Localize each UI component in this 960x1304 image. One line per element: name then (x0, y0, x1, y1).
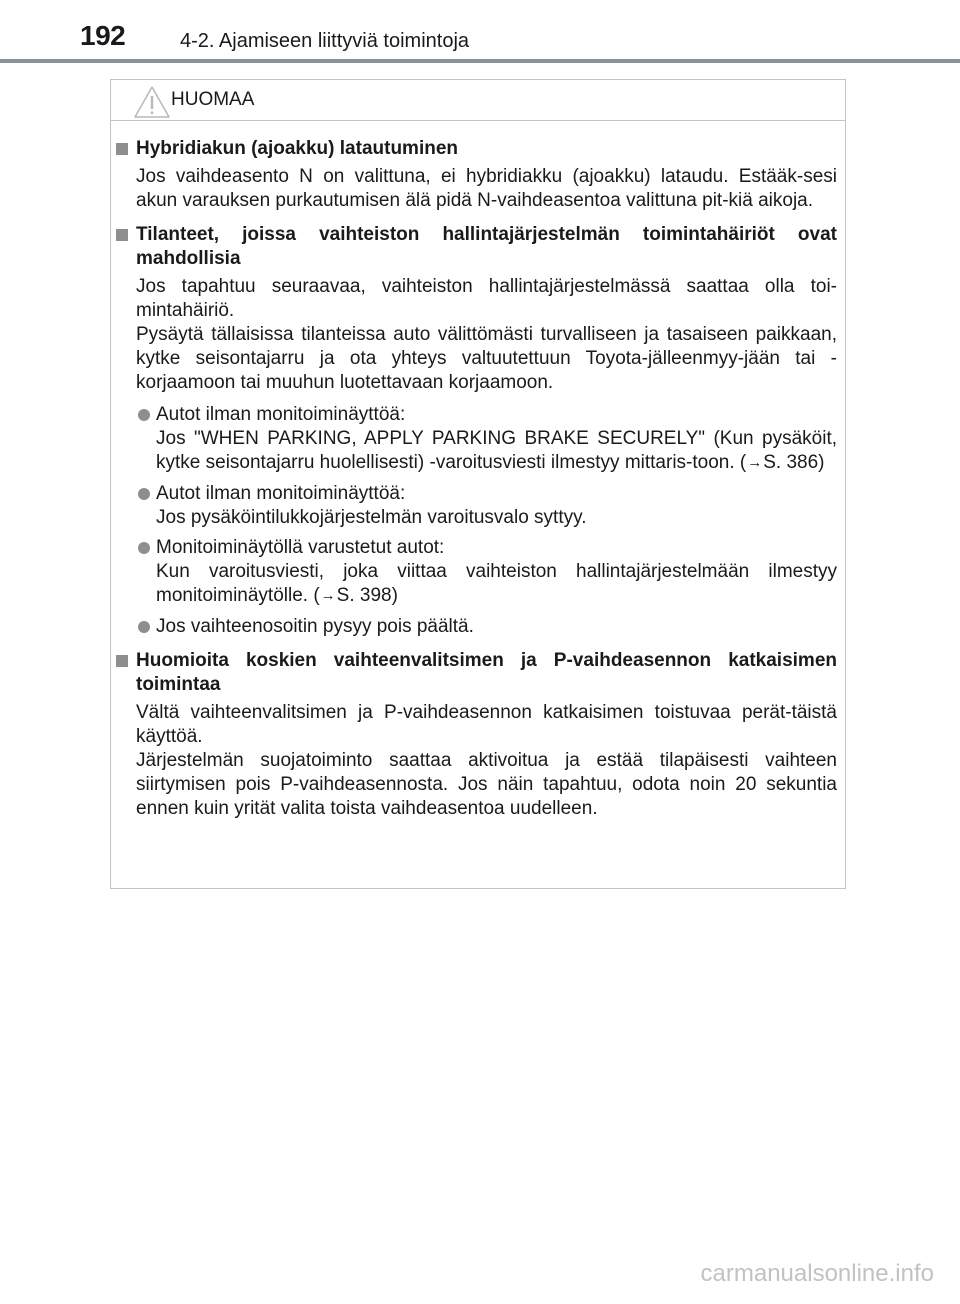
section-heading-battery (111, 137, 837, 161)
square-bullet-icon (116, 655, 128, 667)
section-heading-text: Tilanteet, joissa vaihteiston hallintajärjestelmän toimintahäiriöt ovat mahdollisia (136, 224, 837, 269)
list-item (136, 403, 837, 476)
list-item (136, 536, 837, 609)
paragraph-line: Vältä vaihteenvalitsimen ja P-vaihdeasennon katkaisimen toistuvaa perät-täistä käyttöä. (136, 702, 837, 747)
page-number: 192 (80, 20, 126, 51)
section-heading-text: Hybridiakun (ajoakku) latautuminen (136, 138, 458, 159)
watermark: carmanualsonline.info (700, 1260, 934, 1287)
list-item-text: Jos pysäköintilukkojärjestelmän varoitusvalo syttyy. (156, 507, 587, 528)
list-item (136, 482, 837, 530)
notice-box (110, 79, 846, 889)
page-reference[interactable]: →S. 386 (747, 452, 819, 473)
section-title: 4-2. Ajamiseen liittyviä toimintoja (180, 30, 470, 52)
header-rule (0, 59, 960, 63)
round-bullet-icon (138, 488, 150, 500)
paragraph (136, 275, 837, 395)
list-item-title: Autot ilman monitoiminäyttöä: (156, 483, 406, 504)
section-heading-text: Huomioita koskien vaihteenvalitsimen ja P-vaihdeasennon katkaisimen toimintaa (136, 650, 837, 695)
notice-header (111, 80, 845, 121)
section-heading-malfunction (111, 223, 837, 271)
round-bullet-icon (138, 542, 150, 554)
paragraph (136, 701, 837, 821)
warning-triangle-icon (133, 85, 171, 119)
list-item-title: Jos vaihteenosoitin pysyy pois päältä. (156, 616, 474, 637)
square-bullet-icon (116, 229, 128, 241)
paragraph-line: Jos tapahtuu seuraavaa, vaihteiston hallintajärjestelmässä saattaa olla toi-mintahäiriö. (136, 276, 837, 321)
list-item-text: Kun varoitusviesti, joka viittaa vaihteiston hallintajärjestelmään ilmestyy monitoiminäytölle. (→S. 398) (156, 561, 837, 606)
round-bullet-icon (138, 621, 150, 633)
notice-title: HUOMAA (171, 89, 255, 110)
paragraph: Jos vaihdeasento N on valittuna, ei hybridiakku (ajoakku) lataudu. Estääk-sesi akun varauksen purkautumisen älä pidä N-vaihdeasentoa valittuna pit-kiä aikoja. (136, 166, 837, 211)
page-reference[interactable]: →S. 398 (320, 585, 392, 606)
list-item-title: Monitoiminäytöllä varustetut autot: (156, 537, 445, 558)
square-bullet-icon (116, 143, 128, 155)
list-item-text: Jos "WHEN PARKING, APPLY PARKING BRAKE SECURELY" (Kun pysäköit, kytke seisontajarru huolellisesti) -varoitusviesti ilmestyy mittaris-toon. (→S. 386) (156, 428, 837, 473)
list-item-title: Autot ilman monitoiminäyttöä: (156, 404, 406, 425)
arrow-right-icon: → (320, 587, 336, 604)
page-header (0, 0, 960, 64)
round-bullet-icon (138, 409, 150, 421)
arrow-right-icon: → (747, 454, 763, 471)
paragraph-line: Järjestelmän suojatoiminto saattaa aktivoitua ja estää tilapäisesti vaihteen siirtymisen pois P-vaihdeasennosta. Jos näin tapahtuu, odota noin 20 sekuntia ennen kuin yrität valita toista vaihdeasentoa uudelleen. (136, 750, 837, 819)
notice-body (111, 121, 845, 821)
list-item (136, 615, 837, 639)
paragraph-line: Pysäytä tällaisissa tilanteissa auto välittömästi turvalliseen ja tasaiseen paikkaan, kytke seisontajarru ja ota yhteys valtuutettuun Toyota-jälleenmyy-jään tai -korjaamoon tai muuhun luotettavaan korjaamoon. (136, 324, 837, 393)
section-heading-shift-lever (111, 649, 837, 697)
